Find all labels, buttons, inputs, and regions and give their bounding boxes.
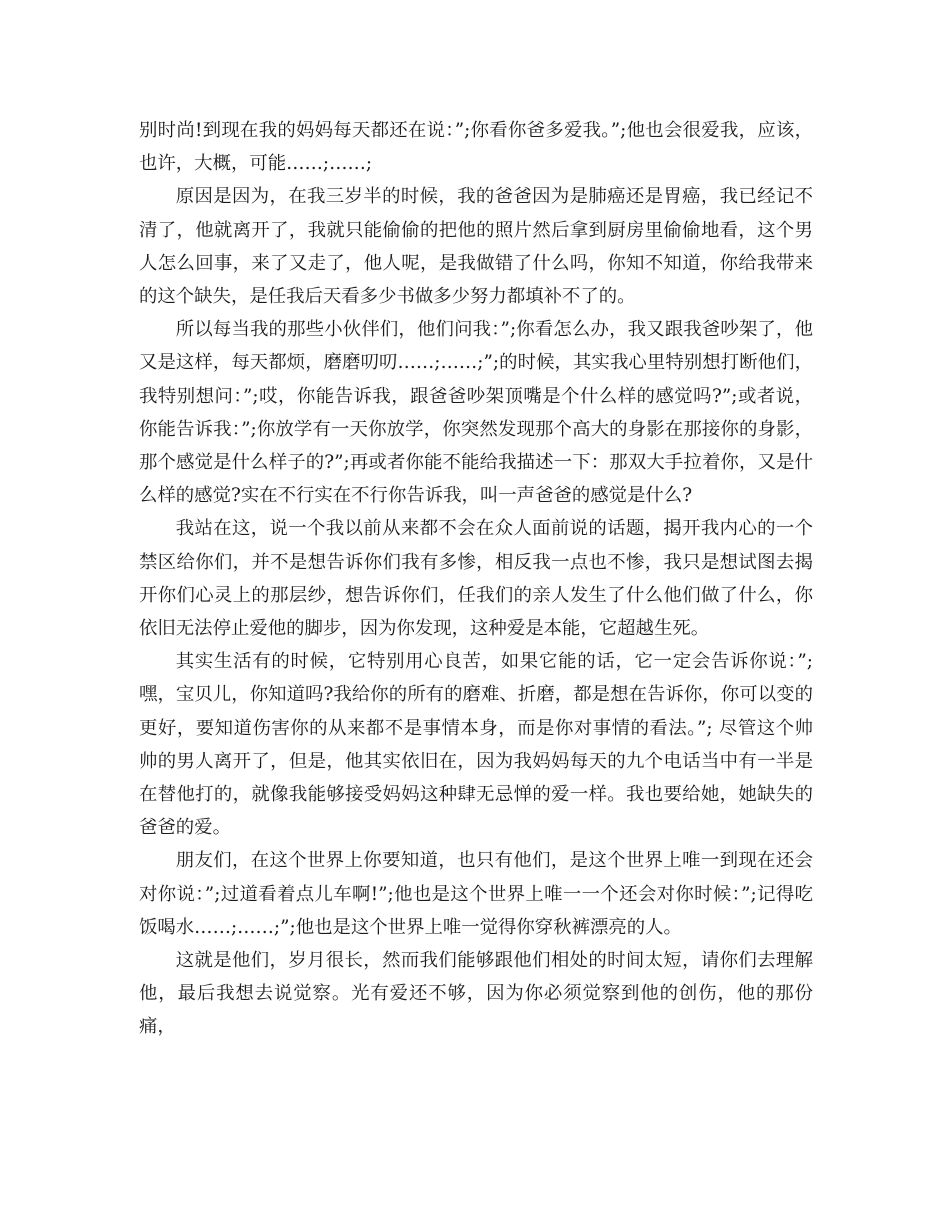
paragraph-7: 这就是他们，岁月很长，然而我们能够跟他们相处的时间太短，请你们去理解他，最后我想去说觉察。光有爱还不够，因为你必须觉察到他的创伤，他的那份痛， xyxy=(139,950,813,1038)
document-body xyxy=(139,114,813,1044)
paragraph-3: 所以每当我的那些小伙伴们，他们问我：”;你看怎么办，我又跟我爸吵架了，他又是这样，每天都烦，磨磨叨叨……;……;”;的时候，其实我心里特别想打断他们，我特别想问：”;哎，你能告诉我，跟爸爸吵架顶嘴是个什么样的感觉吗?”;或者说，你能告诉我：”;你放学有一天你放学，你突然发现那个高大的身影在那接你的身影，那个感觉是什么样子的?”;再或者你能不能给我描述一下：那双大手拉着你，又是什么样的感觉?实在不行实在不行你告诉我，叫一声爸爸的感觉是什么? xyxy=(139,319,813,507)
paragraph-5: 其实生活有的时候，它特别用心良苦，如果它能的话，它一定会告诉你说：”;嘿，宝贝儿，你知道吗?我给你的所有的磨难、折磨，都是想在告诉你，你可以变的更好，要知道伤害你的从来都不是事情本身，而是你对事情的看法。”; 尽管这个帅帅的男人离开了，但是，他其实依旧在，因为我妈妈每天的九个电话当中有一半是在替他打的，就像我能够接受妈妈这种肆无忌惮的爱一样。我也要给她，她缺失的爸爸的爱。 xyxy=(139,651,813,839)
paragraph-6: 朋友们，在这个世界上你要知道，也只有他们，是这个世界上唯一到现在还会对你说：”;过道看着点儿车啊!”;他也是这个世界上唯一一个还会对你时候：”;记得吃饭喝水……;……;”;他也是这个世界上唯一觉得你穿秋裤漂亮的人。 xyxy=(139,850,813,938)
paragraph-1: 别时尚!到现在我的妈妈每天都还在说：”;你看你爸多爱我。”;他也会很爱我，应该，也许，大概，可能……;……; xyxy=(139,120,813,175)
paragraph-4: 我站在这，说一个我以前从来都不会在众人面前说的话题，揭开我内心的一个禁区给你们，并不是想告诉你们我有多惨，相反我一点也不惨，我只是想试图去揭开你们心灵上的那层纱，想告诉你们，任我们的亲人发生了什么他们做了什么，你依旧无法停止爱他的脚步，因为你发现，这种爱是本能，它超越生死。 xyxy=(139,518,813,640)
paragraph-2: 原因是因为，在我三岁半的时候，我的爸爸因为是肺癌还是胃癌，我已经记不清了，他就离开了，我就只能偷偷的把他的照片然后拿到厨房里偷偷地看，这个男人怎么回事，来了又走了，他人呢，是我做错了什么吗，你知不知道，你给我带来的这个缺失，是任我后天看多少书做多少努力都填补不了的。 xyxy=(139,186,813,308)
